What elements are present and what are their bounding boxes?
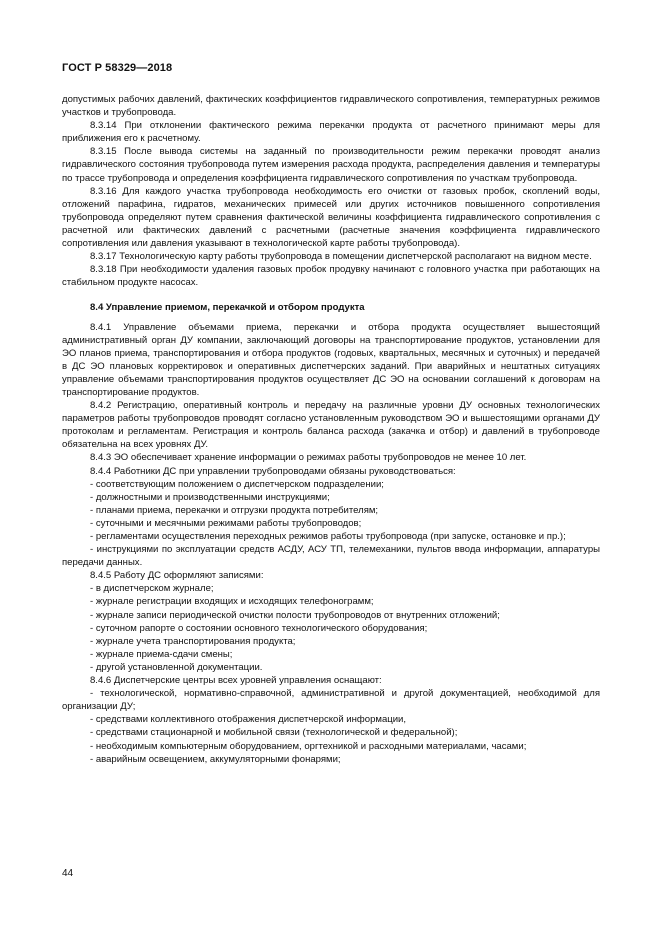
- paragraph-8-4-2: 8.4.2 Регистрацию, оперативный контроль и передачу на различные уровни ДУ основных технологических параметров работы трубопроводов проводят согласно установленным руководством ЭО и вышестоящими органами ДУ протоколам и регламентам. Регистрация и контроль баланса расхода (закачка и отбор) и давлений в трубопроводе обязательна на всех уровнях ДУ.: [62, 400, 600, 451]
- list-item: - журнале регистрации входящих и исходящих телефонограмм;: [90, 596, 374, 608]
- paragraph-8-3-14: 8.3.14 При отклонении фактического режима перекачки продукта от расчетного принимают меры для приближения его к расчетному.: [62, 120, 600, 145]
- document-header: ГОСТ Р 58329—2018: [62, 62, 173, 74]
- paragraph-8-4-6: 8.4.6 Диспетчерские центры всех уровней управления оснащают:: [90, 675, 382, 687]
- list-item: - технологической, нормативно-справочной, административной и другой документацией, необходимой для организации ДУ;: [62, 688, 600, 713]
- list-item: - необходимым компьютерным оборудованием, оргтехникой и расходными материалами, часами;: [90, 740, 527, 752]
- section-heading-8-4: 8.4 Управление приемом, перекачкой и отбором продукта: [90, 302, 365, 314]
- list-item: - должностными и производственными инструкциями;: [90, 491, 330, 503]
- list-item: - суточном рапорте о состоянии основного технологического оборудования;: [90, 622, 428, 634]
- list-item: - аварийным освещением, аккумуляторными фонарями;: [90, 753, 341, 765]
- document-body: [62, 93, 600, 766]
- list-item: - другой установленной документации.: [90, 661, 263, 673]
- paragraph-8-3-16: 8.3.16 Для каждого участка трубопровода необходимость его очистки от газовых пробок, скоплений воды, отложений парафина, гидратов, механических примесей или других источников повышенного сопротивления трубопровода определяют путем сравнения фактической величины коэффициента гидравлического сопротивления с расчетной или фактических давлений с расчетными (расчетные значения коэффициента гидравлического сопротивления или давления указывают в технологической карте работы трубопровода).: [62, 185, 600, 250]
- list-item: - суточными и месячными режимами работы трубопроводов;: [90, 517, 362, 529]
- list-item: - планами приема, перекачки и отгрузки продукта потребителям;: [90, 504, 379, 516]
- list-item: - средствами коллективного отображения диспетчерской информации,: [90, 714, 407, 726]
- paragraph-8-3-17: 8.3.17 Технологическую карту работы трубопровода в помещении диспетчерской располагают на видном месте.: [90, 251, 592, 263]
- page-number: 44: [62, 868, 74, 879]
- list-item: - журнале приема-сдачи смены;: [90, 648, 233, 660]
- list-item: - журнале учета транспортирования продукта;: [90, 635, 296, 647]
- list-item: - соответствующим положением о диспетчерском подразделении;: [90, 478, 384, 490]
- list-item: - регламентами осуществления переходных режимов работы трубопровода (при запуске, остановке и пр.);: [90, 531, 566, 542]
- paragraph-continuation: допустимых рабочих давлений, фактических коэффициентов гидравлического сопротивления, температурных режимов участков и трубопровода.: [62, 94, 600, 119]
- list-item: - средствами стационарной и мобильной связи (технологической и федеральной);: [90, 727, 458, 739]
- list-item: - инструкциями по эксплуатации средств АСДУ, АСУ ТП, телемеханики, пультов ввода информации, аппаратуры передачи данных.: [62, 544, 600, 569]
- paragraph-8-4-4: 8.4.4 Работники ДС при управлении трубопроводами обязаны руководствоваться:: [90, 465, 456, 477]
- paragraph-8-3-18: 8.3.18 При необходимости удаления газовых пробок продувку начинают с головного участка при работающих на стабильном продукте насосах.: [62, 264, 600, 289]
- list-item: - в диспетчерском журнале;: [90, 583, 214, 595]
- paragraph-8-4-3: 8.4.3 ЭО обеспечивает хранение информации о режимах работы трубопроводов не менее 10 лет.: [90, 452, 527, 464]
- paragraph-8-3-15: 8.3.15 После вывода системы на заданный по производительности режим перекачки проводят анализ гидравлического состояния трубопровода путем измерения расхода продукта, распределения давления и температуры по трассе трубопровода и определения коэффициента гидравлического сопротивления по участкам трубопровода.: [62, 146, 600, 184]
- paragraph-8-4-5: 8.4.5 Работу ДС оформляют записями:: [90, 570, 264, 582]
- list-item: - журнале записи периодической очистки полости трубопроводов от внутренних отложений;: [90, 609, 500, 621]
- paragraph-8-4-1: 8.4.1 Управление объемами приема, перекачки и отбора продукта осуществляет вышестоящий административный орган ДУ компании, заключающий договоры на транспортирование продуктов, установлении для ЭО планов приема, транспортирования и отбора продуктов (годовых, квартальных, месячных и суточных) и передачей в ДС ЭО плановых корректировок и оперативных диспетчерских заданий. При аварийных и нештатных ситуациях управление объемами транспортирования продуктов осуществляет ДС ЭО на основании соглашений к договорам на транспортирование продуктов.: [62, 321, 600, 398]
